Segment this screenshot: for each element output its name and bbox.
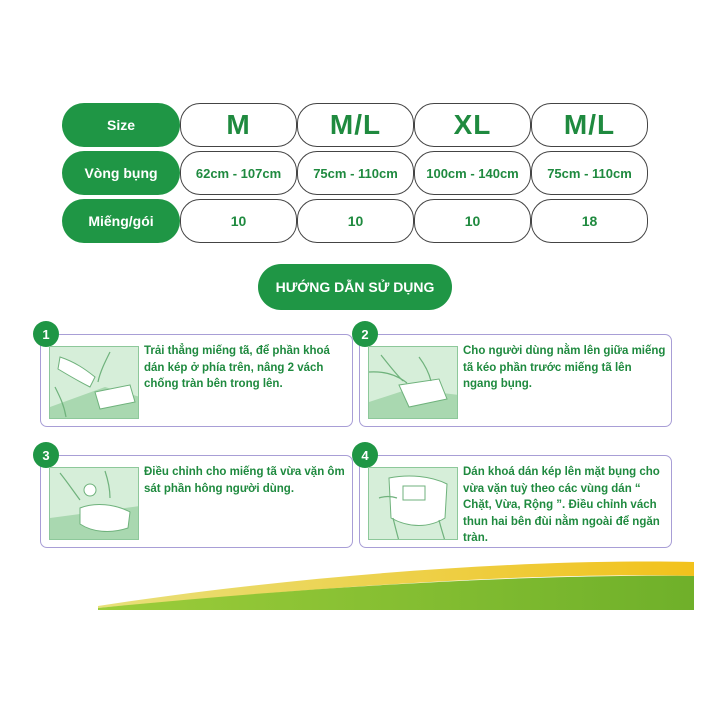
size-cell: XL <box>414 103 531 147</box>
step-card-2 <box>359 326 672 427</box>
step-illustration <box>368 346 458 419</box>
usage-guide-title: HƯỚNG DẪN SỬ DỤNG <box>258 264 452 310</box>
step-illustration <box>368 467 458 540</box>
step-text: Trải thẳng miếng tã, để phần khoá dán kép ở phía trên, nâng 2 vách chống tràn bên trong lên. <box>144 345 330 390</box>
step-text: Điều chỉnh cho miếng tã vừa vặn ôm sát phần hông người dùng. <box>144 466 345 495</box>
pack-count-row <box>62 199 650 243</box>
size-row <box>62 103 650 147</box>
waist-cell: 75cm - 110cm <box>531 151 648 195</box>
step-card-3 <box>40 447 353 548</box>
pack-count-cell: 10 <box>414 199 531 243</box>
pack-count-row-label: Miếng/gói <box>62 199 180 243</box>
step-number-badge: 4 <box>352 442 378 468</box>
step-number-badge: 2 <box>352 321 378 347</box>
waist-cell: 62cm - 107cm <box>180 151 297 195</box>
step-number-badge: 1 <box>33 321 59 347</box>
step-illustration <box>49 346 139 419</box>
size-table <box>62 103 650 247</box>
pack-count-cell: 18 <box>531 199 648 243</box>
step-card-1 <box>40 326 353 427</box>
waist-row-label: Vòng bụng <box>62 151 180 195</box>
step-text: Cho người dùng nằm lên giữa miếng tã kéo phần trước miếng tã lên ngang bụng. <box>463 345 666 390</box>
step-text: Dán khoá dán kép lên mặt bụng cho vừa vặn tuỳ theo các vùng dán “ Chặt, Vừa, Rộng ”. Điều chỉnh vách thun hai bên đùi nằm ngoài để ngăn tràn. <box>463 466 660 544</box>
size-cell: M/L <box>297 103 414 147</box>
size-row-label: Size <box>62 103 180 147</box>
pack-count-cell: 10 <box>297 199 414 243</box>
decorative-swoosh <box>98 548 694 610</box>
waist-cell: 75cm - 110cm <box>297 151 414 195</box>
waist-row <box>62 151 650 195</box>
step-card-4 <box>359 447 672 548</box>
waist-cell: 100cm - 140cm <box>414 151 531 195</box>
step-illustration <box>49 467 139 540</box>
size-cell: M <box>180 103 297 147</box>
pack-count-cell: 10 <box>180 199 297 243</box>
size-cell: M/L <box>531 103 648 147</box>
step-number-badge: 3 <box>33 442 59 468</box>
